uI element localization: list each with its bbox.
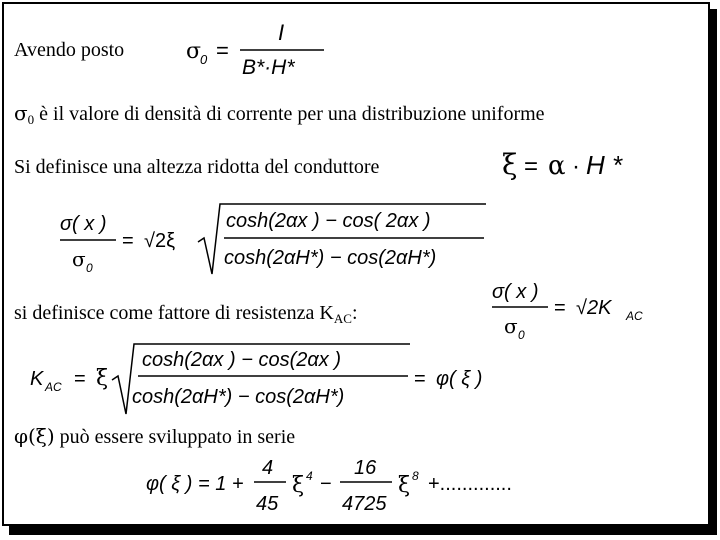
kac-root-numerator: cosh(2αx ) − cos(2αx ) xyxy=(142,349,341,371)
ratio-den-sub: 0 xyxy=(86,261,93,275)
resistance-factor-colon: : xyxy=(351,302,358,324)
series-lhs: φ( ξ ) = 1 + xyxy=(146,473,244,495)
ratio-coefficient: √2ξ xyxy=(144,230,176,252)
kac-ratio-den-sub: 0 xyxy=(518,328,525,342)
series-t1: ξ xyxy=(292,473,305,498)
series-tail: +............. xyxy=(428,473,512,495)
kac-equals-2: = xyxy=(414,368,426,390)
series-text xyxy=(14,426,295,447)
series-minus: − xyxy=(320,473,332,495)
xi-symbol: ξ xyxy=(502,148,518,181)
series-f1-num: 4 xyxy=(262,457,274,479)
ratio-den-sigma: σ xyxy=(72,247,86,271)
kac-ratio-numerator: σ( x ) xyxy=(492,281,539,303)
kac-ratio-equals: = xyxy=(554,297,566,319)
series-f1-den: 45 xyxy=(256,493,279,515)
resistance-factor-label: si definisce come fattore di resistenza K xyxy=(14,302,334,324)
resistance-factor-sub: AC xyxy=(333,311,352,326)
kac-equation xyxy=(30,340,500,420)
reduced-height-text: Si definisce una altezza ridotta del conduttore xyxy=(14,156,380,178)
ratio-root-denominator: cosh(2αH*) − cos(2αH*) xyxy=(224,247,437,269)
kac-ratio-coef-sub: AC xyxy=(626,309,643,323)
ratio-root-numerator: cosh(2αx ) − cos( 2αx ) xyxy=(226,210,431,232)
intro-text: Avendo posto xyxy=(14,39,125,61)
sigma0-lhs-sub: 0 xyxy=(200,52,208,67)
series-f2-num: 16 xyxy=(354,457,377,479)
series-t2-exp: 8 xyxy=(412,469,419,483)
resistance-factor-text xyxy=(14,302,358,326)
xi-definition xyxy=(502,146,642,182)
kac-lhs-sub: AC xyxy=(45,380,62,394)
kac-equals: = xyxy=(74,368,86,390)
kac-rhs: φ( ξ ) xyxy=(436,368,483,390)
sigma0-lhs-symbol: σ xyxy=(186,39,202,64)
series-expansion-equation xyxy=(146,452,546,522)
kac-ratio-den-sigma: σ xyxy=(504,314,518,338)
series-text-body: può essere sviluppato in serie xyxy=(54,426,296,448)
kac-ratio-coef: √2K xyxy=(576,297,612,319)
sigma-symbol: σ xyxy=(14,101,28,125)
phi-xi-symbol: φ(ξ) xyxy=(14,424,55,448)
h-star: H * xyxy=(586,150,623,180)
current-density-ratio-equation xyxy=(60,200,500,280)
sigma0-description-text: è il valore di densità di corrente per una distribuzione uniforme xyxy=(34,103,545,125)
series-t2: ξ xyxy=(398,473,411,498)
ratio-equals: = xyxy=(122,230,134,252)
kac-lhs: K xyxy=(30,368,44,390)
sigma0-definition xyxy=(186,20,336,80)
series-f2-den: 4725 xyxy=(342,493,387,515)
sigma0-description xyxy=(14,101,545,127)
dot-operator: · xyxy=(572,153,580,180)
sigma0-denominator: B*·H* xyxy=(242,56,295,79)
sigma-subscript: 0 xyxy=(27,112,35,127)
kac-xi: ξ xyxy=(96,366,109,391)
alpha-symbol: α xyxy=(548,151,566,181)
series-t1-exp: 4 xyxy=(306,469,313,483)
kac-ratio-equation xyxy=(492,276,652,346)
kac-root-denominator: cosh(2αH*) − cos(2αH*) xyxy=(132,386,345,408)
sigma0-numerator: I xyxy=(278,20,285,45)
xi-equals: = xyxy=(524,153,539,180)
sigma0-equals: = xyxy=(216,38,229,63)
ratio-numerator: σ( x ) xyxy=(60,213,107,235)
